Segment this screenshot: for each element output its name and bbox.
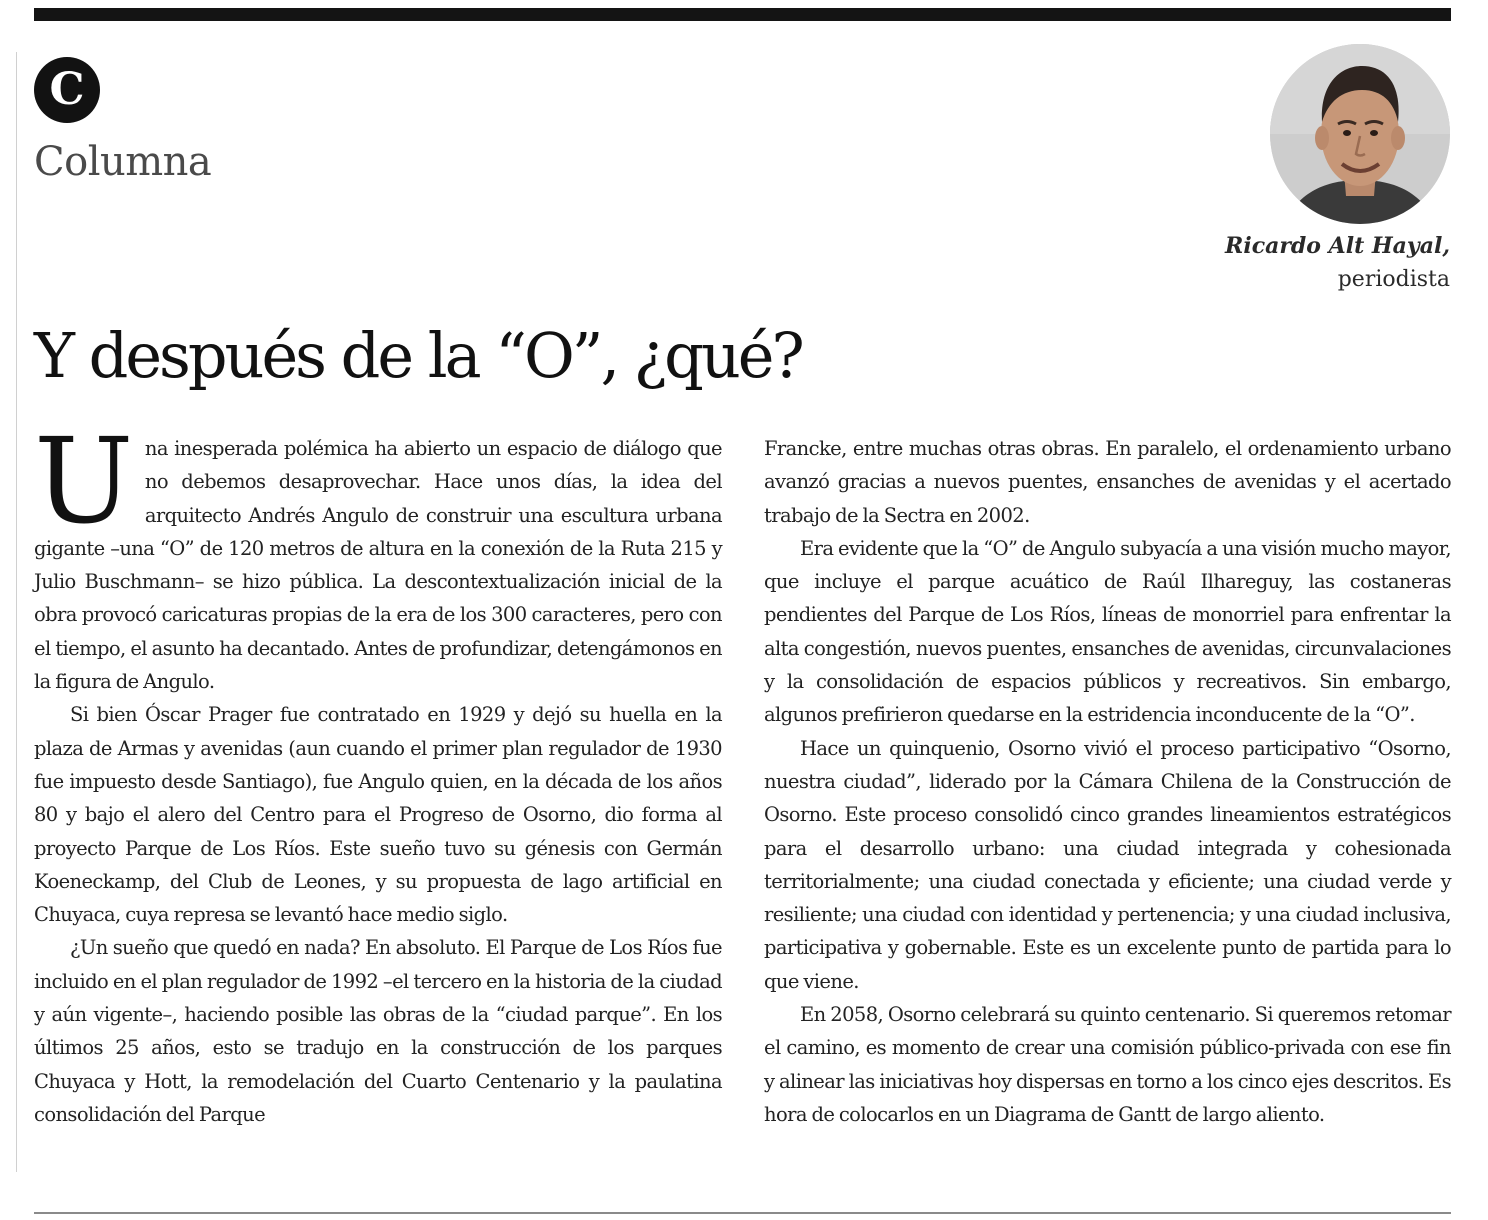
section-label: Columna [34,139,212,185]
article-paragraph: En 2058, Osorno celebrará su quinto centenario. Si queremos retomar el camino, es momento de crear una comisión público-privada con ese fin y alinear las iniciativas hoy dispersas en torno a los cinco ejes descritos. Es hora de colocarlos en un Diagrama de Gantt de largo aliento. [764,1003,1451,1126]
section-badge: C [34,57,100,123]
article-paragraph [34,412,722,698]
headline: Y después de la “O”, ¿qué? [34,319,802,392]
left-margin-rule [16,52,17,1172]
drop-cap: U [34,412,133,550]
article-column-left [34,412,722,1131]
article-column-right [764,432,1451,1131]
author-photo [1270,44,1450,224]
article-paragraph: Era evidente que la “O” de Angulo subyacía a una visión mucho mayor, que incluye el parque acuático de Raúl Ilhareguy, las costaneras pendientes del Parque de Los Ríos, líneas de monorriel para enfrentar la alta congestión, nuevos puentes, ensanches de avenidas, circunvalaciones y la consolidación de espacios públicos y recreativos. Sin embargo, algunos prefirieron quedarse en la estridencia inconducente de la “O”. [764,536,1451,727]
article-paragraph: Si bien Óscar Prager fue contratado en 1929 y dejó su huella en la plaza de Armas y avenidas (aun cuando el primer plan regulador de 1930 fue impuesto desde Santiago), fue Angulo quien, en la década de los años 80 y bajo el alero del Centro para el Progreso de Osorno, dio forma al proyecto Parque de Los Ríos. Este sueño tuvo su génesis con Germán Koeneckamp, del Club de Leones, y su propuesta de lago artificial en Chuyaca, cuya represa se levantó hace medio siglo. [34,703,722,927]
article-paragraph: Hace un quinquenio, Osorno vivió el proceso participativo “Osorno, nuestra ciudad”, liderado por la Cámara Chilena de la Construcción de Osorno. Este proceso consolidó cinco grandes lineamientos estratégicos para el desarrollo urbano: una ciudad integrada y cohesionada territorialmente; una ciudad conectada y eficiente; una ciudad verde y resiliente; una ciudad con identidad y pertenencia; y una ciudad inclusiva, participativa y gobernable. Este es un excelente punto de partida para lo que viene. [764,736,1451,993]
paragraph-text: na inesperada polémica ha abierto un espacio de diálogo que no debemos desaprovechar. Hace unos días, la idea del arquitecto Andrés Angulo de construir una escultura urbana gigante –una “O” de 120 metros de altura en la conexión de la Ruta 215 y Julio Buschmann– se hizo pública. La descontextualización inicial de la obra provocó caricaturas propias de la era de los 300 caracteres, pero con el tiempo, el asunto ha decantado. Antes de profundizar, detengámonos en la figura de Angulo. [34,437,722,694]
bottom-rule [34,1212,1451,1214]
author-portrait-icon [1270,44,1450,224]
top-rule [34,8,1451,21]
author-role: periodista [1337,267,1450,292]
article-paragraph: ¿Un sueño que quedó en nada? En absoluto. El Parque de Los Ríos fue incluido en el plan regulador de 1992 –el tercero en la historia de la ciudad y aún vigente–, haciendo posible las obras de la “ciudad parque”. En los últimos 25 años, esto se tradujo en la construcción de los parques Chuyaca y Hott, la remodelación del Cuarto Centenario y la paulatina consolidación del Parque [34,936,722,1126]
article-paragraph: Francke, entre muchas otras obras. En paralelo, el ordenamiento urbano avanzó gracias a nuevos puentes, ensanches de avenidas y el acertado trabajo de la Sectra en 2002. [764,437,1451,527]
author-name: Ricardo Alt Hayal, [1225,233,1450,259]
